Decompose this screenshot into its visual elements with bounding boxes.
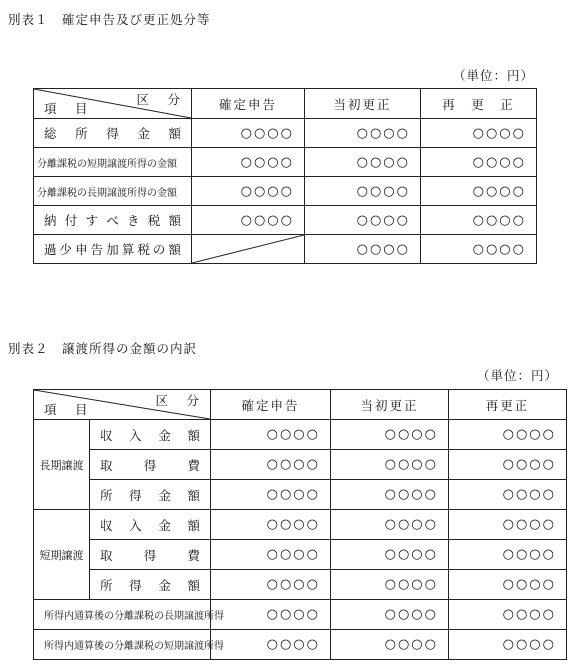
row-label: 所 得 金 額 [90, 570, 211, 600]
table1-corner-bottom: 項 目 [44, 101, 91, 116]
row-label: 所 得 金 額 [90, 480, 211, 510]
cell-value: ○○○○ [211, 480, 331, 510]
table-row [34, 600, 567, 630]
cell-value: ○○○○ [305, 148, 421, 177]
cell-value: ○○○○ [305, 235, 421, 264]
cell-value: ○○○○ [211, 450, 331, 480]
row-label: 過少申告加算税の額 [34, 235, 192, 264]
table-row [34, 540, 567, 570]
cell-value: ○○○○ [331, 480, 449, 510]
cell-value: ○○○○ [331, 450, 449, 480]
cell-value: ○○○○ [331, 540, 449, 570]
cell-value: ○○○○ [421, 235, 537, 264]
cell-value: ○○○○ [449, 480, 567, 510]
table2-col-header: 再更正 [449, 390, 567, 420]
table-row [34, 630, 567, 660]
table-row [34, 177, 537, 206]
table-row [34, 235, 537, 264]
cell-value: ○○○○ [449, 510, 567, 540]
row-label: 所得内通算後の分離課税の長期譲渡所得 [34, 600, 211, 630]
table2-col-header: 当初更正 [331, 390, 449, 420]
cell-value: ○○○○ [331, 630, 449, 660]
row-label: 収 入 金 額 [90, 420, 211, 450]
cell-value: ○○○○ [331, 420, 449, 450]
table2-corner-top: 区 分 [155, 393, 202, 408]
cell-value: ○○○○ [305, 177, 421, 206]
table1-corner-top: 区 分 [136, 92, 183, 107]
cell-value: ○○○○ [305, 119, 421, 148]
row-label: 分離課税の短期譲渡所得の金額 [34, 148, 192, 177]
slash-line [192, 235, 304, 263]
table1-col-header: 再 更 正 [421, 89, 537, 119]
table-row [34, 480, 567, 510]
table-row [34, 206, 537, 235]
cell-value: ○○○○ [192, 177, 305, 206]
cell-value: ○○○○ [449, 570, 567, 600]
row-label: 取 得 費 [90, 450, 211, 480]
group-label: 長期譲渡 [34, 420, 90, 510]
table-row [34, 119, 537, 148]
cell-value: ○○○○ [211, 570, 331, 600]
row-label: 分離課税の長期譲渡所得の金額 [34, 177, 192, 206]
cell-value: ○○○○ [421, 206, 537, 235]
table-row [34, 510, 567, 540]
cell-value: ○○○○ [421, 119, 537, 148]
row-label: 所得内通算後の分離課税の短期譲渡所得 [34, 630, 211, 660]
table1-col-header: 確定申告 [192, 89, 305, 119]
empty-cell-slash [192, 235, 305, 264]
cell-value: ○○○○ [449, 630, 567, 660]
table1-corner [34, 89, 192, 119]
table1 [33, 88, 537, 264]
cell-value: ○○○○ [192, 119, 305, 148]
row-label: 取 得 費 [90, 540, 211, 570]
table1-col-header: 当初更正 [305, 89, 421, 119]
cell-value: ○○○○ [211, 420, 331, 450]
cell-value: ○○○○ [192, 206, 305, 235]
table1-unit: （単位：円） [453, 68, 535, 83]
cell-value: ○○○○ [211, 600, 331, 630]
table-row [34, 420, 567, 450]
cell-value: ○○○○ [211, 510, 331, 540]
cell-value: ○○○○ [421, 148, 537, 177]
cell-value: ○○○○ [449, 540, 567, 570]
cell-value: ○○○○ [331, 570, 449, 600]
table1-header-row [34, 89, 537, 119]
table2-caption: 別表２ 譲渡所得の金額の内訳 [8, 341, 198, 356]
cell-value: ○○○○ [211, 630, 331, 660]
cell-value: ○○○○ [449, 420, 567, 450]
cell-value: ○○○○ [449, 600, 567, 630]
table2-corner-bottom: 項 目 [44, 402, 91, 417]
table2 [33, 389, 567, 660]
cell-value: ○○○○ [192, 148, 305, 177]
table2-header-row [34, 390, 567, 420]
table2-corner [34, 390, 211, 420]
table2-unit: （単位：円） [477, 368, 559, 383]
row-label: 収 入 金 額 [90, 510, 211, 540]
row-label: 納 付 す べ き 税 額 [34, 206, 192, 235]
cell-value: ○○○○ [449, 450, 567, 480]
cell-value: ○○○○ [305, 206, 421, 235]
cell-value: ○○○○ [331, 600, 449, 630]
cell-value: ○○○○ [331, 510, 449, 540]
table-row [34, 570, 567, 600]
table-row [34, 148, 537, 177]
row-label: 総 所 得 金 額 [34, 119, 192, 148]
cell-value: ○○○○ [211, 540, 331, 570]
table-row [34, 450, 567, 480]
table2-col-header: 確定申告 [211, 390, 331, 420]
group-label: 短期譲渡 [34, 510, 90, 600]
cell-value: ○○○○ [421, 177, 537, 206]
table1-caption: 別表１ 確定申告及び更正処分等 [8, 12, 211, 27]
